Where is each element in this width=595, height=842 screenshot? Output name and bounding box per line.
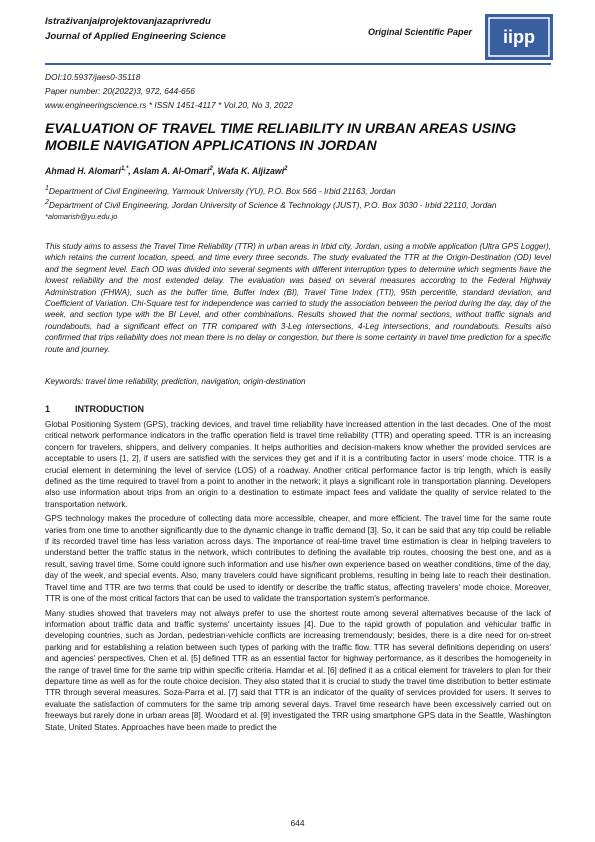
page-number: 644: [290, 818, 305, 828]
svg-text:iipp: iipp: [503, 27, 535, 47]
paper-title: EVALUATION OF TRAVEL TIME RELIABILITY IN URBAN AREAS USING MOBILE NAVIGATION APPLICATIONS IN JORDAN: [45, 120, 517, 153]
affiliations: [45, 183, 550, 222]
section-title: INTRODUCTION: [75, 404, 144, 414]
journal-header: [45, 14, 226, 44]
author-affiliation-mark: 2: [284, 166, 288, 173]
author-name: Ahmad H. Alomari: [45, 166, 121, 176]
journal-logo-icon: [485, 14, 553, 60]
journal-native-name: Istraživanjaiprojektovanjazaprivredu: [45, 16, 211, 27]
article-type: Original Scientific Paper: [368, 27, 473, 37]
keywords: Keywords: travel time reliability, prediction, navigation, origin-destination: [45, 377, 306, 386]
abstract: This study aims to assess the Travel Time Reliability (TTR) in urban areas in Irbid city, Jordan, using a mobile application (Ultra GPS Logger), which retains the current location, speed, and time every three seconds. The study evaluated the TTR at the Origin-Destination (OD) level and the segment level. Each OD was divided into several segments with different interruption types to determine which segments have the lowest reliability and the most extended delay. The evaluation was based on several measures according to the Federal Highway Administration (FHWA), such as the buffer time, Buffer Index (BI), Travel Time Index (TTI), 95th percentile, standard deviation, and Coefficient of Variation. Chi-Square test for independence was carried to study the association between the period during the day, day of the week, and section type with the BI Level, and other combinations. Results showed that the normal sections, without traffic signals and roundabouts, had a significant effect on TTR compared with 3-Leg intersections, 4-Leg intersections, and roundabouts. Results also confirmed that trips reliability does not mean there is no delay or congestion, but there is some certainty in travel time prediction for a specific route and journey.: [45, 242, 551, 354]
section-number: 1: [45, 404, 51, 414]
doi[interactable]: DOI:10.5937/jaes0-35118: [45, 72, 141, 82]
article-meta: [45, 70, 293, 112]
journal-english-name: Journal of Applied Engineering Science: [45, 31, 226, 42]
affiliation-2: $^2$Department of Civil Engineering, Jordan University of Science & Technology (JUST), P.O. Box 3030 - Irbid 22110, Jordan: [45, 198, 497, 210]
author-name: Aslam A. Al-Omari: [132, 166, 210, 176]
header-rule: [45, 63, 551, 65]
paragraph: GPS technology makes the procedure of collecting data more accessible, cheaper, and more efficient. The travel time for the same route varies from one time to another significantly due to the dynamic change in traffic demand [3]. So, it can be said that any trip could be reliable if its recorded travel time has less variation across days. The importance of real-time travel time estimation is clear in helping travelers to understand better the traffic status in the network, which contributes to defining the available trip routes, choosing the best one, and as a result, saving travel time. Some could ignore such information and use his/her own experience based on weather conditions, time of the day, day of the week, and special events. Also, many travelers could have significant problems, resulting in being late to reach their destination. Travel time and TTR are two terms that could be used to identify or describe the traffic status, affecting travelers' mode choice. Moreover, TTR is one of the most critical factors that can be used to validate the transportation system's performance.: [45, 514, 551, 604]
paragraph: Global Positioning System (GPS), tracking devices, and travel time reliability have increased attention in the last decades. One of the most critical network performance indicators in the traffic operation field is travel time reliability (TTR) and operating speed. TTR is an increasing concern for travelers, shippers, and delivery companies. It helps authorities and decision-makers know whether the provided services are acceptable to users [1, 2], if users are satisfied with the services they get and if it is a contributing factor in users' mode choice. TTR is a crucial element in determining the level of service (LOS) of a roadway. Another critical performance factor is trip length, which is easily defined as the time required to travel from a point to another in the network; it plays a significant role in transportation planning. Developers also use information about trips from an origin to a destination to estimate impact fees and validate the quality of service related to the transportation network.: [45, 420, 551, 509]
body-text: [45, 419, 551, 736]
author-list: Ahmad H. Alomari$^{1,*}$, Aslam A. Al-Omari$^2$, Wafa K. Aljizawi$^2$: [45, 166, 288, 176]
author-affiliation-mark: 1,*: [120, 166, 129, 173]
author-affiliation-mark: 2: [209, 166, 213, 173]
section-heading: [45, 404, 144, 414]
corresponding-email[interactable]: *alomarish@yu.edu.jo: [45, 211, 118, 221]
paper-number: Paper number: 20(2022)3, 972, 644-656: [45, 86, 195, 96]
author-name: Wafa K. Aljizawi: [217, 166, 285, 176]
website-issn[interactable]: www.engineeringscience.rs * ISSN 1451-4117 * Vol.20, No 3, 2022: [45, 100, 293, 110]
paragraph: Many studies showed that travelers may not always prefer to use the shortest route among several alternatives because of the lack of information about traffic data and traffic systems' uncertainty issues [4]. Due to the rapid growth of population and vehicular traffic in developing countries, such as Jordan, pedestrian-vehicle conflicts are increasing tremendously; besides, there is a dire need for on-street parking and for establishing a relation between such types of parking with the traffic flow. TTR has several definitions depending on users' and agencies' perspectives. Chen et al. [5] defined TTR as an essential factor for highway performance, as it describes the homogeneity in the range of travel time for the same trip within specific criteria. Hamdar et al. [6] defined it as a critical element for travelers to plan for their departure time as well as for the route choice decision. They also stated that it is crucial to study the travel time distribution to better estimate TTR through several measures. Soza-Parra et al. [7] said that TTR is an indicator of the quality of services provided for users. It serves to evaluate the satisfaction of commuters for the same trip among several days. Travel time research have been excessively carried out on freeways but rarely done in urban areas [8]. Woodard et al. [9] investigated the TRR using smartphone GPS data in the Seattle, Washington State, United States. Approaches have been made to predict the: [45, 608, 551, 732]
affiliation-1: $^1$Department of Civil Engineering, Yarmouk University (YU), P.O. Box 566 - Irbid 21163, Jordan: [45, 185, 396, 196]
